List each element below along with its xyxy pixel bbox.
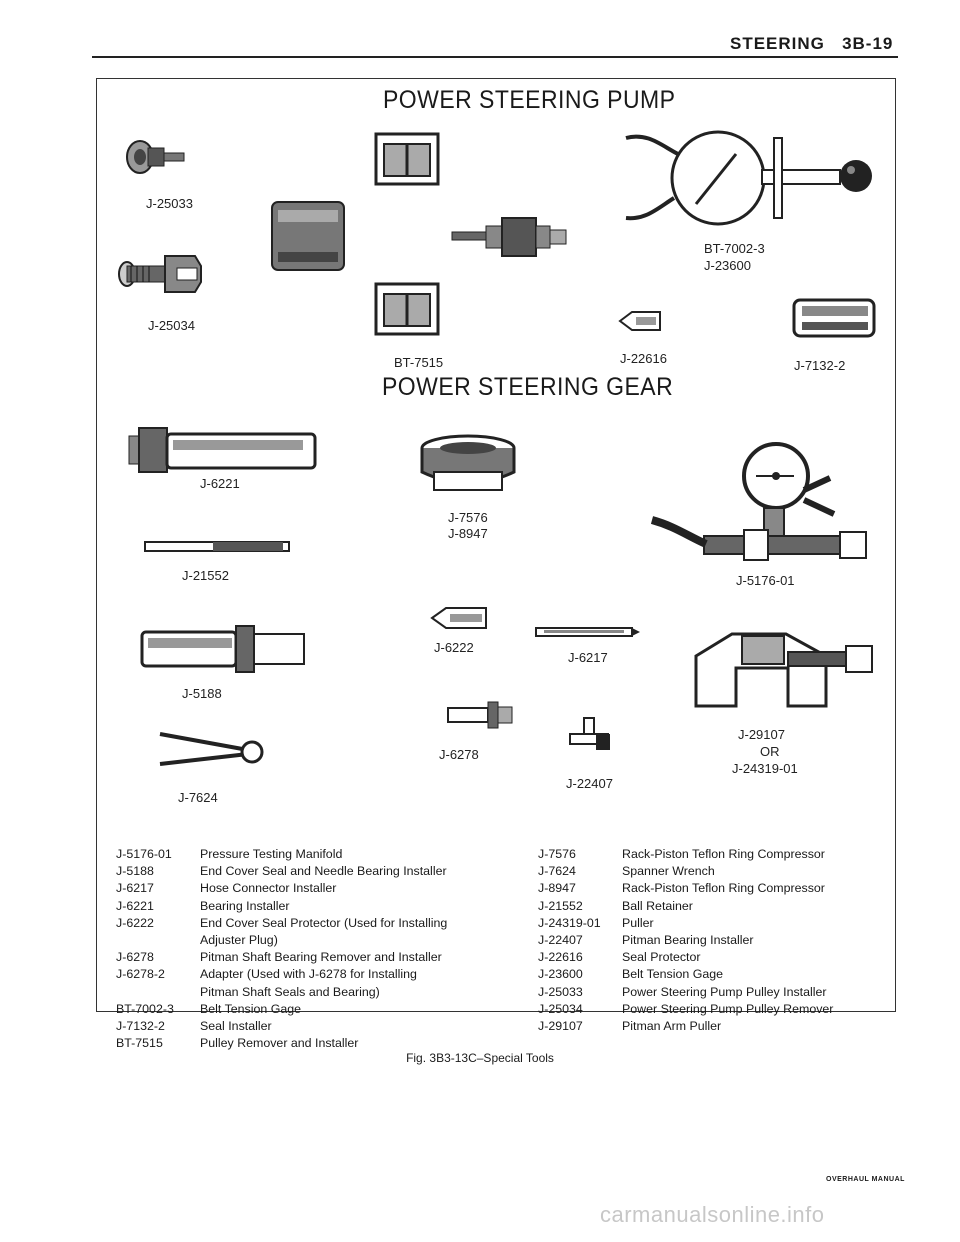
label-or: OR	[760, 744, 780, 759]
pump-section-title: POWER STEERING PUMP	[383, 86, 676, 114]
label-j24319-01: J-24319-01	[732, 761, 798, 776]
legend-code: J-6221	[116, 898, 154, 913]
label-j6222: J-6222	[434, 640, 474, 655]
pitman-bearing-installer-icon	[564, 716, 616, 752]
legend-code: J-7132-2	[116, 1019, 165, 1034]
legend-code: J-22407	[538, 933, 583, 948]
legend-row	[116, 984, 447, 1001]
legend-row	[538, 863, 833, 880]
legend-code: J-5176-01	[116, 847, 172, 861]
label-j21552: J-21552	[182, 568, 229, 583]
legend-description: Belt Tension Gage	[200, 1001, 302, 1016]
sleeve-icon	[268, 200, 348, 272]
ring-compressor-icon	[414, 432, 522, 498]
legend-code: J-25034	[538, 1001, 583, 1016]
legend-row	[538, 880, 833, 897]
legend-code: J-7576	[538, 847, 576, 861]
figure-caption: Fig. 3B3-13C–Special Tools	[406, 1051, 554, 1065]
legend-row	[116, 863, 447, 880]
legend-description: Pitman Shaft Seals and Bearing)	[200, 984, 380, 999]
legend-code: J-22616	[538, 950, 583, 965]
legend-description: Spanner Wrench	[622, 864, 715, 879]
legend-row	[538, 949, 833, 966]
legend-description: Belt Tension Gage	[622, 967, 724, 982]
legend-row	[116, 915, 447, 932]
ball-retainer-icon	[143, 536, 293, 556]
label-bt7515: BT-7515	[394, 355, 444, 370]
legend-row	[538, 898, 833, 915]
pulley-remover-installer-icon	[450, 214, 570, 260]
label-j6278: J-6278	[439, 747, 479, 762]
legend-code: J-25033	[538, 984, 583, 999]
header-rule	[92, 56, 898, 58]
legend-code: J-8947	[538, 881, 576, 896]
pulley-installer-icon	[120, 132, 190, 182]
bearing-installer-icon	[446, 698, 516, 732]
seal-protector-icon	[428, 604, 490, 632]
pulley-remover-installer-icon	[372, 130, 442, 188]
legend-code: J-23600	[538, 967, 583, 982]
label-j22407: J-22407	[566, 776, 613, 791]
legend-row	[116, 1018, 447, 1035]
page-header	[730, 34, 893, 54]
legend-row	[116, 949, 447, 966]
gear-section-title: POWER STEERING GEAR	[382, 373, 674, 401]
label-j5188: J-5188	[182, 686, 222, 701]
legend-description: Pitman Shaft Bearing Remover and Installer	[200, 950, 442, 965]
header-page-number: 3B-19	[842, 34, 894, 53]
belt-tension-gage-icon	[618, 124, 878, 244]
legend-description: Bearing Installer	[200, 898, 290, 913]
legend-description: Adjuster Plug)	[200, 933, 278, 948]
needle-bearing-installer-icon	[140, 622, 312, 676]
legend-code: BT-7002-3	[116, 1001, 174, 1016]
legend-code	[116, 984, 200, 1001]
legend-code: J-6217	[116, 881, 154, 896]
legend-code: J-6278	[116, 950, 154, 965]
legend-description: Seal Installer	[200, 1019, 272, 1034]
label-j7132-2: J-7132-2	[794, 358, 846, 373]
legend-row	[538, 1018, 833, 1035]
legend-row	[116, 966, 447, 983]
legend-code: J-24319-01	[538, 915, 601, 930]
label-j23600: J-23600	[704, 258, 751, 273]
legend-description: Hose Connector Installer	[200, 881, 337, 896]
legend-code: J-6278-2	[116, 967, 165, 982]
pitman-arm-puller-icon	[676, 616, 882, 716]
legend-code: J-29107	[538, 1019, 583, 1034]
legend-row	[116, 846, 447, 863]
legend-code: J-21552	[538, 898, 583, 913]
label-j29107: J-29107	[738, 727, 785, 742]
legend-description: Adapter (Used with J-6278 for Installing	[200, 967, 417, 982]
legend-code	[116, 932, 200, 949]
label-j8947: J-8947	[448, 526, 488, 541]
header-title: STEERING	[730, 34, 825, 53]
legend-description: Pitman Bearing Installer	[622, 933, 754, 948]
legend-row	[538, 846, 833, 863]
legend-description: Puller	[622, 915, 654, 930]
seal-protector-icon	[616, 308, 666, 334]
legend-right	[538, 846, 833, 1035]
label-j6217: J-6217	[568, 650, 608, 665]
legend-code: J-5188	[116, 864, 154, 879]
legend-description: Ball Retainer	[622, 898, 693, 913]
legend-description: Rack-Piston Teflon Ring Compressor	[622, 847, 825, 861]
legend-row	[116, 932, 447, 949]
label-j7576: J-7576	[448, 510, 488, 525]
legend-row	[116, 880, 447, 897]
legend-row	[538, 932, 833, 949]
legend-code: J-6222	[116, 915, 154, 930]
legend-left	[116, 846, 447, 1052]
legend-description: Pitman Arm Puller	[622, 1019, 722, 1034]
label-j5176-01: J-5176-01	[736, 573, 795, 588]
pressure-testing-manifold-icon	[644, 440, 874, 570]
legend-description: Power Steering Pump Pulley Remover	[622, 1001, 834, 1016]
legend-description: End Cover Seal and Needle Bearing Installer	[200, 864, 447, 879]
legend-code: BT-7515	[116, 1036, 163, 1051]
legend-description: Pressure Testing Manifold	[200, 847, 343, 861]
pulley-remover-installer-icon	[372, 280, 442, 338]
pulley-remover-icon	[115, 248, 215, 300]
label-j25034: J-25034	[148, 318, 195, 333]
legend-description: Seal Protector	[622, 950, 701, 965]
legend-code: J-7624	[538, 864, 576, 879]
legend-row	[116, 898, 447, 915]
legend-row	[538, 966, 833, 983]
label-j7624: J-7624	[178, 790, 218, 805]
label-j25033: J-25033	[146, 196, 193, 211]
label-j6221: J-6221	[200, 476, 240, 491]
legend-description: Pulley Remover and Installer	[200, 1036, 359, 1051]
bearing-installer-icon	[127, 420, 319, 480]
watermark: carmanualsonline.info	[600, 1202, 825, 1227]
legend-description: Rack-Piston Teflon Ring Compressor	[622, 881, 825, 896]
legend-row	[538, 915, 833, 932]
legend-row	[538, 984, 833, 1001]
spanner-wrench-icon	[156, 726, 268, 774]
label-bt7002-3: BT-7002-3	[704, 241, 765, 256]
hose-connector-installer-icon	[534, 622, 642, 642]
legend-row	[116, 1035, 447, 1052]
footer-mark: OVERHAUL MANUAL	[826, 1176, 905, 1183]
seal-installer-icon	[790, 296, 878, 340]
legend-description: Power Steering Pump Pulley Installer	[622, 984, 827, 999]
legend-row	[116, 1001, 447, 1018]
label-j22616: J-22616	[620, 351, 667, 366]
legend-row	[538, 1001, 833, 1018]
legend-description: End Cover Seal Protector (Used for Installing	[200, 915, 448, 930]
